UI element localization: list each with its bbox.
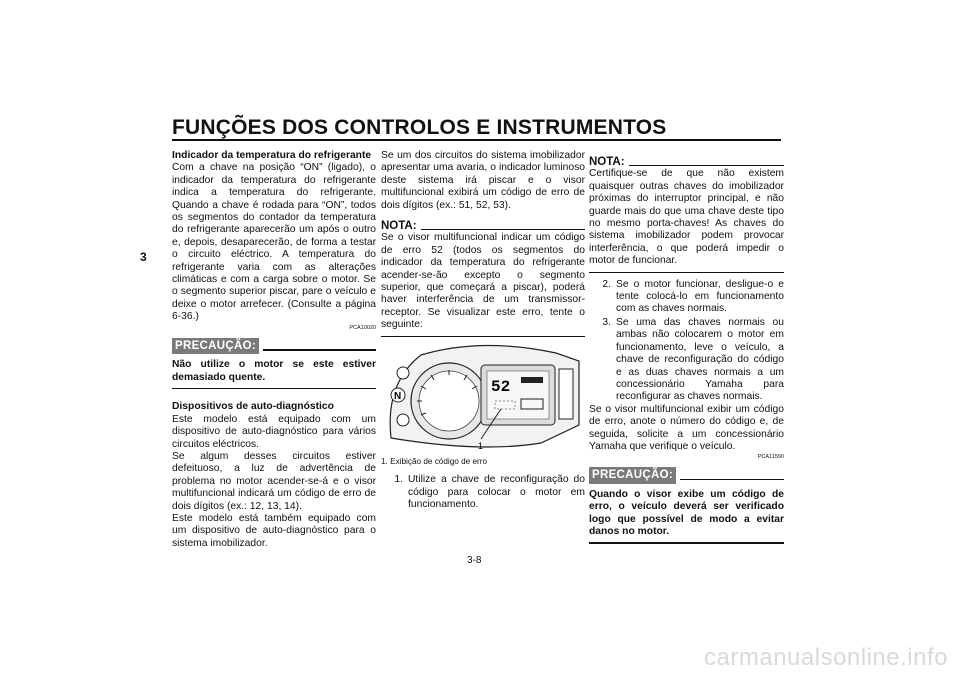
caution-text: Não utilize o motor se este estiver demasiado quente. [172,359,376,383]
caution-rule [680,479,784,481]
list-text: Se o motor funcionar, desligue-o e tente colocá-lo em funcionamento com as chaves normais. [616,278,784,315]
note-rule [629,165,784,166]
neutral-indicator: N [394,390,402,402]
section-heading-coolant: Indicador da temperatura do refrigerante [172,150,372,161]
segment-display: 52 [491,377,511,396]
column-2 [381,150,585,511]
note-header [381,220,585,232]
title-rule [172,139,781,141]
paragraph-immobilizer: Se um dos circuitos do sistema imobilizador apresentar uma avaria, o indicador luminoso deste sistema irá piscar e o visor multifuncional exibirá um código de erro de dois dígitos (ex.: 51, 52, 53). [381,150,585,211]
caution-bottom-rule [589,542,784,544]
page-number: 3-8 [467,555,482,566]
caution-header [589,467,784,483]
note-rule [421,229,585,230]
column-3 [589,150,784,544]
note-header [589,156,784,168]
figure-callout-number: 1 [478,440,484,451]
paragraph-error-code: Se o visor multifuncional exibir um código de erro, anote o número do código e, de seguida, solicite a um concessionário Yamaha que verifique o veículo. [589,403,784,452]
list-item [589,279,784,316]
note-label: NOTA: [589,156,625,168]
list-number: 3. [602,316,611,328]
paragraph-diagnostics-3: Este modelo está também equipado com um dispositivo de auto-diagnóstico para o sistema imobilizador. [172,513,376,549]
page-title: FUNÇÕES DOS CONTROLOS E INSTRUMENTOS [172,116,667,139]
list-text: Utilize a chave de reconfiguração do código para colocar o motor em funcionamento. [408,474,585,510]
caution-label: PRECAUÇÃO: [589,467,676,483]
note-bottom-rule [381,336,585,337]
list-text: Se uma das chaves normais ou ambas não colocarem o motor em funcionamento, leve o veículo, a chave de reconfiguração do código e as duas chaves normais a um concessionário Yamaha para reconfigurar as chaves normais. [616,316,784,403]
watermark: carmanualsonline.info [704,644,948,671]
list-item [381,474,585,511]
caution-header [172,338,376,354]
note-label: NOTA: [381,220,417,233]
instrument-cluster-figure [381,343,585,453]
figure-caption: 1. Exibição de código de erro [381,456,488,466]
list-item [589,317,784,404]
chapter-tab: 3 [140,250,147,264]
note-bottom-rule [589,272,784,273]
reference-code: PCA11590 [757,454,784,461]
caution-label: PRECAUÇÃO: [172,338,259,354]
list-number: 1. [394,474,403,486]
caution-rule [263,349,376,351]
paragraph-coolant: Com a chave na posição “ON” (ligado), o indicador da temperatura do refrigerante indica a temperatura do refrigerante. Quando a chave é rodada para “ON”, todos os segmentos do contador da temperatura do refrigerante aparecerão um após o outro e, depois, desaparecerão, de forma a testar o circuito eléctrico. A temperatura do refrigerante varia com as alterações climáticas e com a carga sobre o motor. Se o segmento superior piscar, pare o veículo e deixe o motor arrefecer. (Consulte a página 6-36.) [172,162,376,323]
note-text: Certifique-se de que não existem quaisquer outras chaves do imobilizador próximas do interruptor principal, e não guarde mais do que uma chave deste tipo no mesmo porta-chaves! As chaves do sistema imobilizador podem provocar interferência, o que poderá impedir o motor de funcionar. [589,168,784,267]
paragraph-diagnostics-2: Se algum desses circuitos estiver defeituoso, a luz de advertência de problema no motor acender-se-á e o visor multifuncional indicará um código de erro de dois dígitos (ex.: 12, 13, 14). [172,451,376,512]
column-1 [172,150,376,550]
paragraph-diagnostics-1: Este modelo está equipado com um dispositivo de auto-diagnóstico para vários circuitos eléctricos. [172,413,376,450]
caution-text: Quando o visor exibe um código de erro, o veículo deverá ser verificado logo que possível de modo a evitar danos no motor. [589,488,784,537]
section-heading-diagnostics: Dispositivos de auto-diagnóstico [172,401,334,413]
note-text: Se o visor multifuncional indicar um código de erro 52 (todos os segmentos do indicador da temperatura do refrigerante acender-se-ão excepto o segmento superior, que começará a piscar), poderá haver interferência de um transmissor-receptor. Se visualizar este erro, tente o seguinte: [381,232,585,331]
reference-code: PCA10020 [349,324,376,331]
list-number: 2. [602,278,611,290]
instrument-cluster-illustration [381,343,585,453]
